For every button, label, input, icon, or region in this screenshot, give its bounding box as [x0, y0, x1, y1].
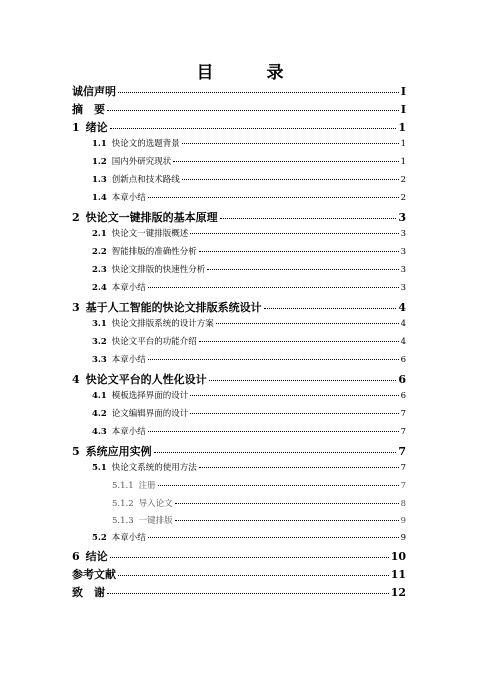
toc-entry-text: 一键排版 [138, 516, 173, 526]
toc-entry[interactable] [72, 566, 406, 582]
toc-entry-text: 模板选择界面的设计 [111, 391, 189, 401]
toc-entry[interactable] [72, 101, 406, 117]
toc-page-number: 12 [390, 586, 406, 599]
toc-entry-text: 快论文排版系统的设计方案 [111, 319, 214, 329]
toc-entry-text: 结论 [85, 550, 108, 563]
toc-entry-number: 4.1 [92, 391, 107, 401]
toc-leader-dots [209, 380, 397, 381]
toc-entry-number: 3.2 [92, 337, 107, 347]
toc-entry-label [92, 245, 197, 257]
toc-entry-text: 快论文一键排版的基本原理 [85, 211, 218, 224]
toc-entry[interactable] [72, 584, 406, 600]
toc-entry-label [92, 173, 180, 185]
toc-entry-label [112, 514, 173, 526]
toc-page-number: 7 [398, 445, 406, 458]
toc-page-number: I [400, 85, 406, 98]
toc-entry-text: 本章小结 [111, 193, 146, 203]
toc-entry-label [92, 335, 197, 347]
toc-leader-dots [154, 452, 397, 453]
toc-leader-dots [175, 503, 399, 504]
toc-entry-label [72, 209, 218, 225]
toc-entry-label [92, 389, 188, 401]
toc-entry-label [92, 461, 197, 473]
toc-entry-label [92, 317, 214, 329]
toc-entry[interactable] [92, 335, 406, 347]
toc-entry[interactable] [92, 425, 406, 437]
toc-entry-label [92, 281, 146, 293]
toc-page-number: 3 [400, 265, 406, 275]
toc-entry[interactable] [92, 531, 406, 543]
toc-entry-text: 摘 要 [72, 103, 105, 116]
toc-entry-label [92, 353, 146, 365]
toc-page-number: 9 [400, 516, 406, 526]
toc-entry-number: 4 [72, 373, 80, 386]
toc-entry-text: 诚信声明 [72, 85, 116, 98]
toc-entry[interactable] [92, 227, 406, 239]
toc-entry[interactable] [72, 299, 406, 315]
toc-entry-text: 绪论 [85, 121, 108, 134]
toc-entry[interactable] [92, 191, 406, 203]
toc-page-number: 6 [398, 373, 406, 386]
toc-entry-text: 本章小结 [111, 283, 146, 293]
toc-entry-number: 3.1 [92, 319, 107, 329]
toc-page-number: 11 [390, 568, 406, 581]
toc-leader-dots [220, 218, 397, 219]
toc-leader-dots [182, 143, 399, 144]
toc-entry[interactable] [92, 137, 406, 149]
toc-entry[interactable] [92, 317, 406, 329]
toc-entry-number: 6 [72, 550, 80, 563]
toc-page-number: 2 [400, 193, 406, 203]
toc-entry[interactable] [112, 479, 406, 491]
toc-leader-dots [173, 161, 398, 162]
toc-entry[interactable] [72, 209, 406, 225]
toc-entry-label [72, 371, 207, 387]
toc-entry-number: 1.1 [92, 139, 107, 149]
toc-leader-dots [264, 308, 397, 309]
toc-entry-label [72, 443, 152, 459]
toc-entry-number: 2.3 [92, 265, 107, 275]
toc-entry-text: 导入论文 [138, 499, 173, 509]
toc-entry-text: 本章小结 [111, 355, 146, 365]
toc-leader-dots [148, 287, 399, 288]
toc-entry-text: 快论文平台的功能介绍 [111, 337, 197, 347]
toc-entry-number: 5.1.3 [112, 516, 134, 526]
toc-page-number: 1 [400, 139, 406, 149]
toc-leader-dots [148, 359, 399, 360]
toc-page-number: 7 [400, 427, 406, 437]
toc-page-number: 7 [400, 481, 406, 491]
toc-entry-text: 快论文一键排版概述 [111, 229, 189, 239]
toc-leader-dots [148, 431, 399, 432]
toc-entry-number: 1.3 [92, 175, 107, 185]
toc-page-number: 3 [398, 211, 406, 224]
toc-page-number: 9 [400, 533, 406, 543]
toc-entry-text: 快论文排版的快速性分析 [111, 265, 206, 275]
toc-entry-label [72, 83, 116, 99]
toc-leader-dots [207, 269, 398, 270]
toc-leader-dots [182, 179, 399, 180]
toc-entry[interactable] [92, 245, 406, 257]
toc-entry-number: 2.4 [92, 283, 107, 293]
toc-entry[interactable] [112, 514, 406, 526]
toc-entry-text: 参考文献 [72, 568, 116, 581]
toc-entry[interactable] [72, 548, 406, 564]
toc-entry[interactable] [92, 155, 406, 167]
toc-entry[interactable] [72, 443, 406, 459]
toc-entry[interactable] [92, 389, 406, 401]
toc-entry-number: 3 [72, 301, 80, 314]
toc-entry-text: 本章小结 [111, 533, 146, 543]
toc-entry-number: 2 [72, 211, 80, 224]
toc-entry-text: 致 谢 [72, 586, 105, 599]
toc-entry-text: 智能排版的准确性分析 [111, 247, 197, 257]
toc-leader-dots [216, 323, 399, 324]
toc-entry[interactable] [112, 497, 406, 509]
toc-entry-label [72, 548, 108, 564]
toc-entry-text: 基于人工智能的快论文排版系统设计 [85, 301, 262, 314]
toc-entry-number: 5.2 [92, 533, 107, 543]
toc-page-number: 8 [400, 499, 406, 509]
toc-entry-text: 快论文系统的使用方法 [111, 463, 197, 473]
toc-entry[interactable] [72, 371, 406, 387]
toc-leader-dots [118, 92, 399, 93]
toc-entry-number: 5.1.2 [112, 499, 134, 509]
toc-entry-label [72, 101, 105, 117]
toc-page-number: 3 [400, 283, 406, 293]
toc-entry[interactable] [92, 407, 406, 419]
toc-entry-number: 2.2 [92, 247, 107, 257]
toc-page-number: 4 [400, 337, 406, 347]
toc-entry[interactable] [92, 173, 406, 185]
toc-entry-label [72, 299, 262, 315]
toc-entry-label [92, 155, 171, 167]
toc-entry[interactable] [92, 461, 406, 473]
toc-entry-label [92, 227, 188, 239]
toc-leader-dots [190, 233, 398, 234]
toc-title: 目 录 [196, 63, 302, 83]
toc-entry-number: 3.3 [92, 355, 107, 365]
toc-entry-text: 国内外研究现状 [111, 157, 172, 167]
toc-entry-number: 1.4 [92, 193, 107, 203]
toc-entry-label [92, 137, 180, 149]
toc-entry[interactable] [92, 263, 406, 275]
toc-entry-text: 创新点和技术路线 [111, 175, 180, 185]
toc-page-number: 10 [390, 550, 406, 563]
toc-entry-number: 5.1 [92, 463, 107, 473]
toc-entry-label [72, 584, 105, 600]
toc-entry-label [92, 425, 146, 437]
toc-entry-text: 论文编辑界面的设计 [111, 409, 189, 419]
toc-page-number: 3 [400, 247, 406, 257]
toc-page-number: 6 [400, 391, 406, 401]
toc-entry-number: 2.1 [92, 229, 107, 239]
toc-leader-dots [199, 467, 399, 468]
toc-page-number: 7 [400, 409, 406, 419]
toc-entry-label [72, 119, 108, 135]
toc-entry[interactable] [72, 119, 406, 135]
toc-entry-number: 1.2 [92, 157, 107, 167]
toc-entry-text: 快论文平台的人性化设计 [85, 373, 207, 386]
toc-entry-text: 注册 [138, 481, 156, 491]
toc-entry[interactable] [92, 353, 406, 365]
toc-entry-number: 4.3 [92, 427, 107, 437]
toc-leader-dots [110, 128, 397, 129]
toc-entry-label [92, 531, 146, 543]
toc-leader-dots [158, 485, 399, 486]
toc-page-number: 4 [400, 319, 406, 329]
toc-leader-dots [148, 537, 399, 538]
toc-page-number: I [400, 103, 406, 116]
toc-leader-dots [190, 413, 398, 414]
toc-entry[interactable] [92, 281, 406, 293]
toc-entry-text: 快论文的选题背景 [111, 139, 180, 149]
toc-leader-dots [148, 197, 399, 198]
toc-entry[interactable] [72, 83, 406, 99]
toc-entry-number: 1 [72, 121, 80, 134]
toc-leader-dots [107, 110, 399, 111]
toc-entry-label [92, 407, 188, 419]
toc-page-number: 1 [398, 121, 406, 134]
toc-entry-text: 本章小结 [111, 427, 146, 437]
toc-entry-number: 4.2 [92, 409, 107, 419]
toc-leader-dots [190, 395, 398, 396]
toc-entry-number: 5.1.1 [112, 481, 134, 491]
toc-leader-dots [175, 520, 399, 521]
toc-entry-label [72, 566, 116, 582]
toc-leader-dots [199, 251, 399, 252]
toc-leader-dots [118, 575, 389, 576]
toc-entry-label [112, 479, 156, 491]
toc-page-number: 1 [400, 157, 406, 167]
toc-page-number: 4 [398, 301, 406, 314]
toc-entry-text: 系统应用实例 [85, 445, 152, 458]
toc-entry-label [112, 497, 173, 509]
toc-page-number: 6 [400, 355, 406, 365]
toc-entry-label [92, 191, 146, 203]
toc-entry-number: 5 [72, 445, 80, 458]
toc-leader-dots [110, 557, 389, 558]
toc-leader-dots [107, 593, 389, 594]
toc-entry-label [92, 263, 205, 275]
toc-page-number: 3 [400, 229, 406, 239]
toc-page-number: 2 [400, 175, 406, 185]
toc-leader-dots [199, 341, 399, 342]
toc-page-number: 7 [400, 463, 406, 473]
